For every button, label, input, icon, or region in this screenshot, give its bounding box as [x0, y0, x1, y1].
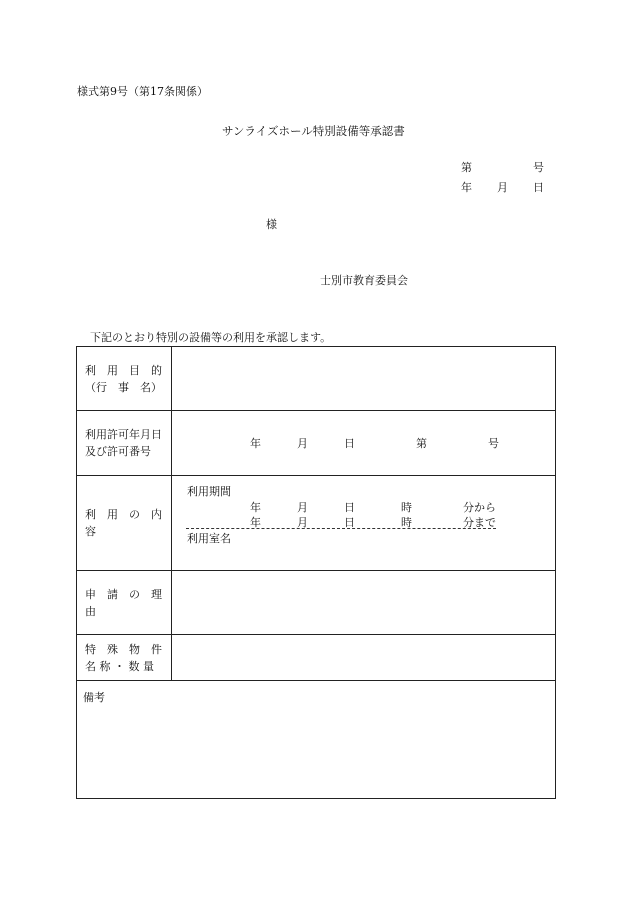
- purpose-value: [172, 347, 556, 411]
- to-hour: 時: [401, 516, 412, 529]
- issue-date-day: 日: [533, 181, 544, 194]
- to-year: 年: [250, 516, 261, 529]
- remarks-label: 備考: [83, 691, 105, 704]
- to-month: 月: [297, 516, 308, 529]
- remarks-cell: [77, 681, 556, 799]
- from-year: 年: [250, 501, 261, 514]
- purpose-label-line2: （行 事 名）: [85, 380, 162, 394]
- permit-month: 月: [297, 437, 308, 450]
- approval-form-table: [76, 346, 556, 799]
- from-hour: 時: [401, 501, 412, 514]
- ref-number-suffix: 号: [533, 161, 544, 174]
- special-items-label-line2: 名 称 ・ 数 量: [85, 659, 154, 673]
- reason-value: [172, 571, 556, 635]
- usage-label: [77, 476, 172, 571]
- addressee-suffix: 様: [266, 218, 277, 231]
- issue-date-month: 月: [497, 181, 508, 194]
- purpose-row: [77, 347, 556, 411]
- permit-label-line2: 及び許可番号: [85, 445, 151, 458]
- purpose-label: [77, 347, 172, 411]
- special-items-label: [77, 635, 172, 681]
- usage-label-text: 利 用 の 内 容: [85, 508, 173, 538]
- ref-number-prefix: 第: [461, 161, 472, 174]
- reason-label: [77, 571, 172, 635]
- usage-row: [77, 476, 556, 571]
- reason-label-text: 申 請 の 理 由: [85, 587, 173, 618]
- form-number: 様式第9号（第17条関係）: [77, 85, 208, 98]
- to-day: 日: [344, 516, 355, 529]
- usage-value: [172, 476, 556, 571]
- from-month: 月: [297, 501, 308, 514]
- special-items-value: [172, 635, 556, 681]
- permit-row: [77, 411, 556, 476]
- to-minute: 分まで: [463, 516, 496, 529]
- special-items-row: [77, 635, 556, 681]
- from-minute: 分から: [463, 501, 496, 514]
- special-items-label-line1: 特 殊 物 件: [85, 642, 162, 656]
- period-dashed-line: [186, 528, 496, 529]
- permit-no-suffix: 号: [488, 437, 499, 450]
- permit-label-line1: 利用許可年月日: [85, 428, 162, 441]
- intro-text: 下記のとおり特別の設備等の利用を承認します。: [90, 331, 332, 344]
- permit-year: 年: [250, 437, 261, 450]
- issue-date-year: 年: [461, 181, 472, 194]
- reason-row: [77, 571, 556, 635]
- remarks-row: [77, 681, 556, 799]
- purpose-label-line1: 利 用 目 的: [85, 363, 162, 377]
- room-label: 利用室名: [187, 532, 231, 545]
- period-label: 利用期間: [187, 485, 231, 498]
- permit-no-prefix: 第: [416, 437, 427, 450]
- issuer-name: 士別市教育委員会: [320, 274, 408, 287]
- permit-day: 日: [344, 437, 355, 450]
- document-title: サンライズホール特別設備等承認書: [222, 124, 405, 138]
- from-day: 日: [344, 501, 355, 514]
- permit-value: [172, 411, 556, 476]
- permit-label: [77, 411, 172, 476]
